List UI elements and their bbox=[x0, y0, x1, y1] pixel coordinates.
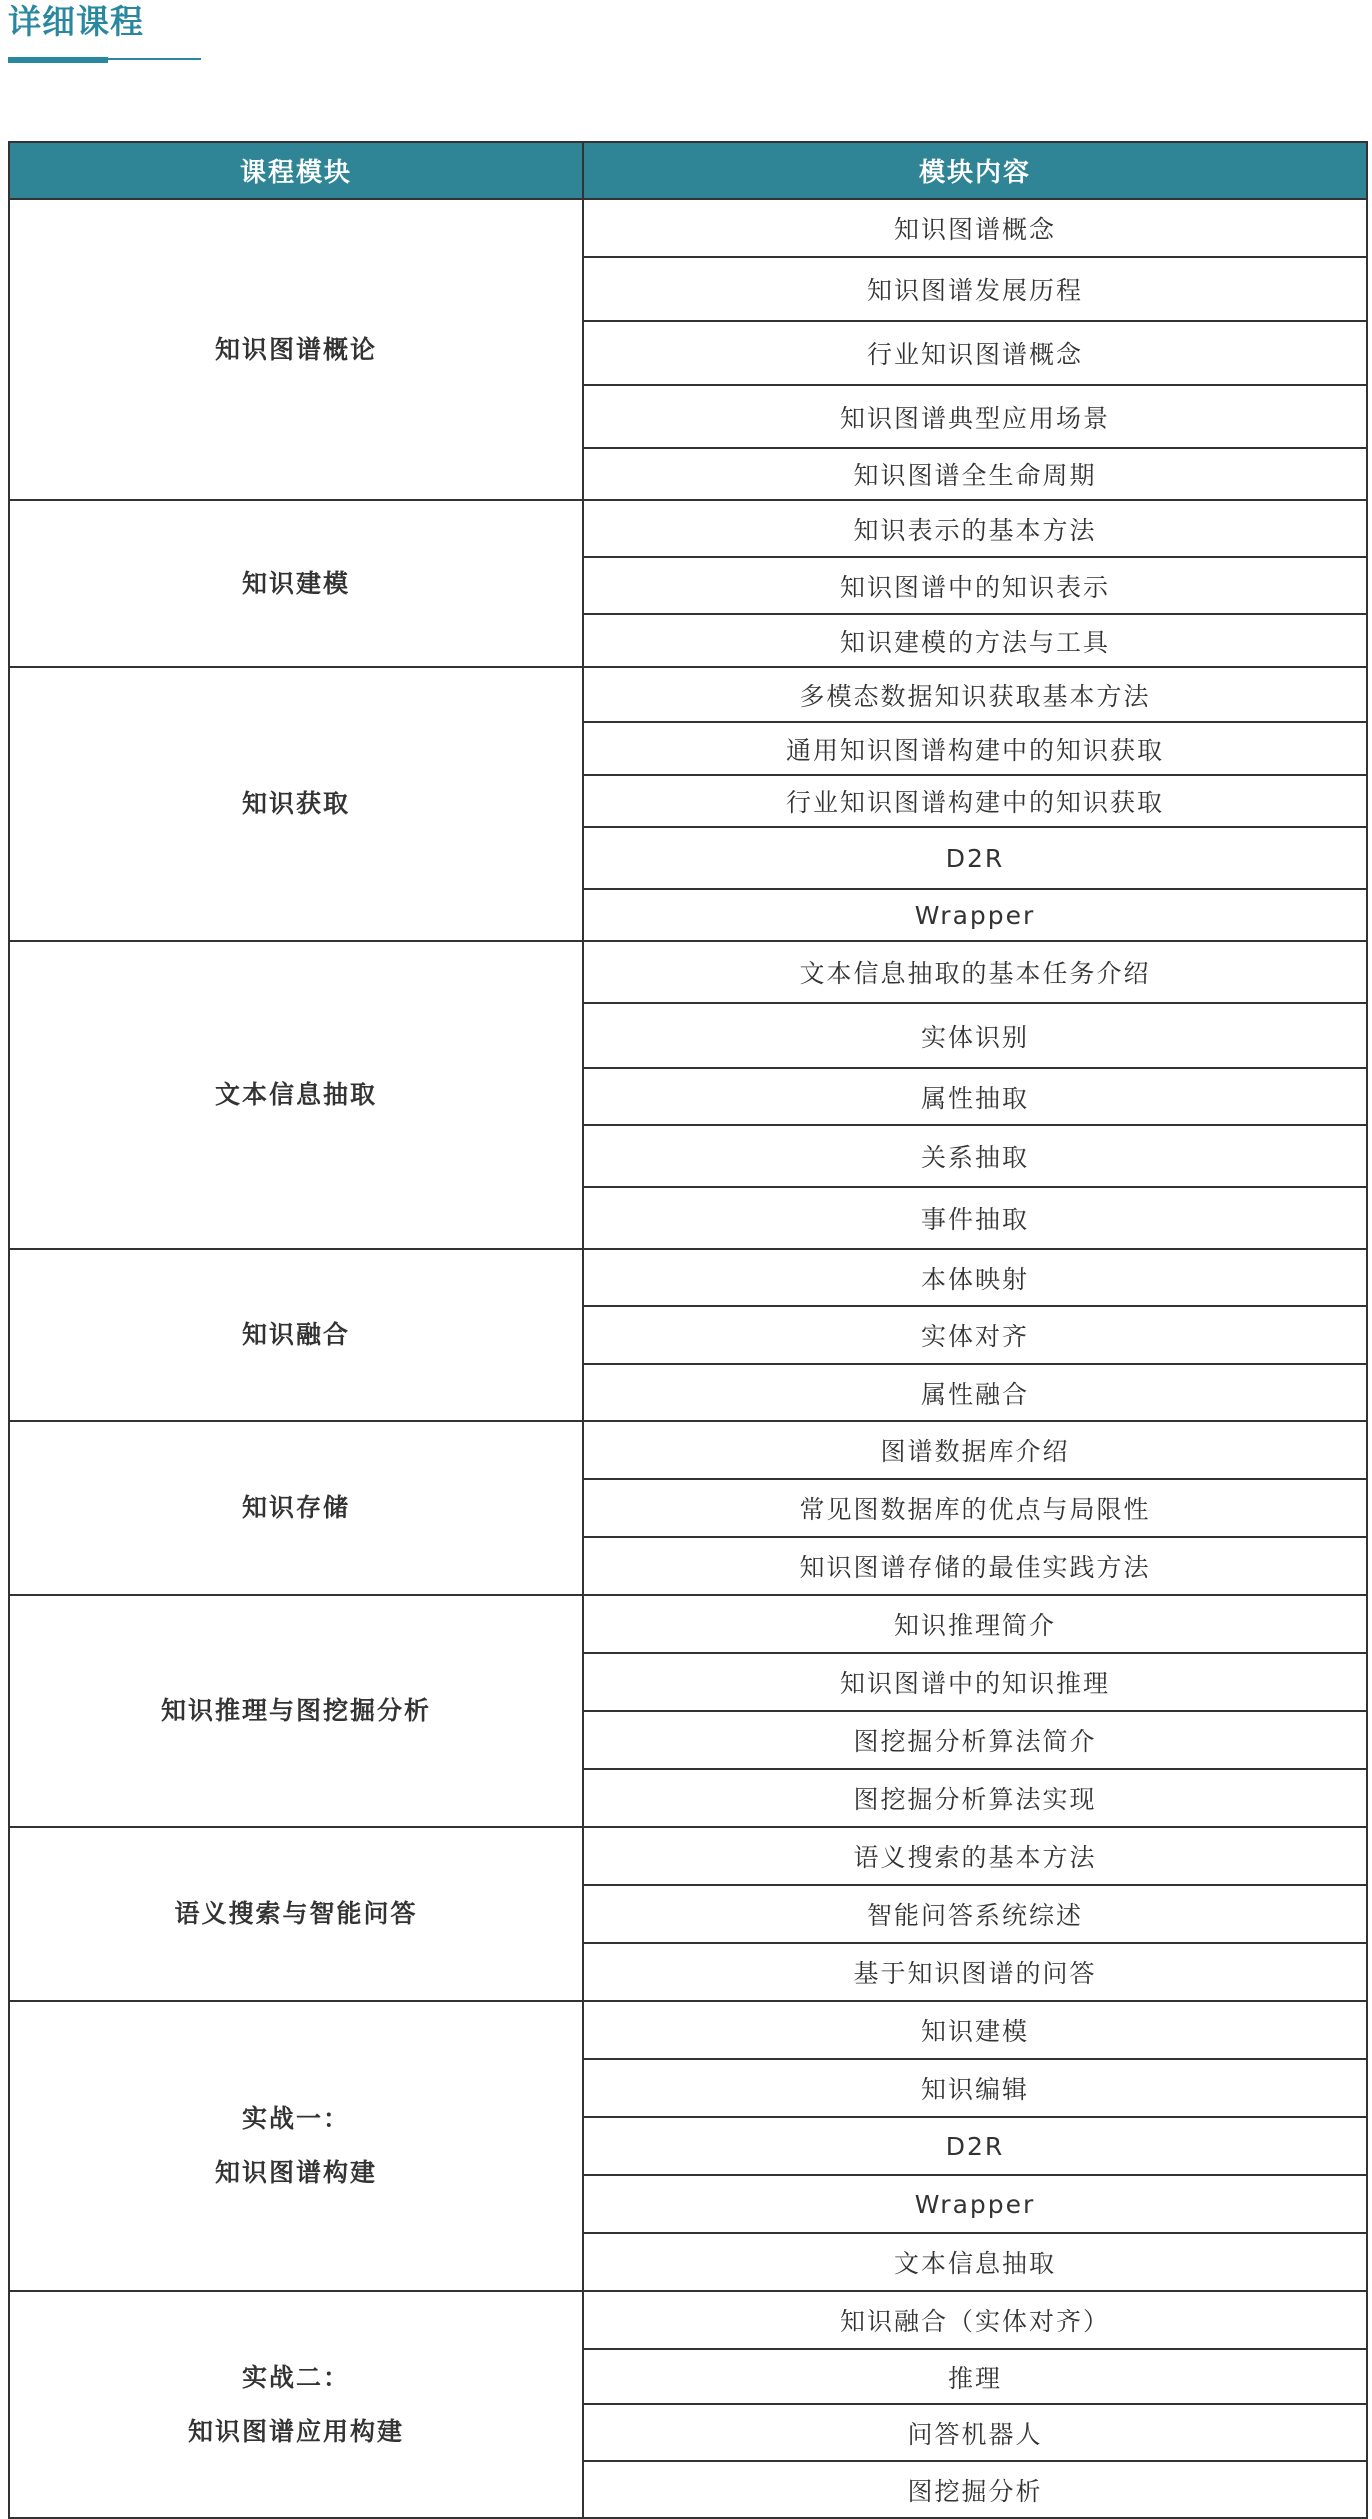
module-content-item: Wrapper bbox=[583, 889, 1367, 941]
table-body bbox=[9, 199, 1367, 2518]
module-name-line: 知识建模 bbox=[241, 568, 350, 598]
module-content-item: 事件抽取 bbox=[583, 1187, 1367, 1249]
module-name-cell bbox=[9, 1249, 583, 1421]
module-name-line: 语义搜索与智能问答 bbox=[174, 1899, 418, 1928]
module-content-item: 多模态数据知识获取基本方法 bbox=[583, 667, 1367, 722]
module-content-item: 属性抽取 bbox=[583, 1068, 1367, 1125]
module-content-item: 知识图谱中的知识表示 bbox=[583, 557, 1367, 614]
table-row bbox=[9, 1249, 1367, 1306]
module-name-cell bbox=[9, 941, 583, 1249]
module-content-item: 知识融合（实体对齐） bbox=[583, 2291, 1367, 2349]
module-name-cell bbox=[9, 2001, 583, 2291]
module-content-item: 知识建模 bbox=[583, 2001, 1367, 2059]
module-name-line: 知识图谱应用构建 bbox=[187, 2416, 404, 2446]
module-content-item: 图挖掘分析算法简介 bbox=[583, 1711, 1367, 1769]
module-name-cell bbox=[9, 2291, 583, 2518]
module-content-item: 文本信息抽取 bbox=[583, 2233, 1367, 2291]
module-content-item: 行业知识图谱构建中的知识获取 bbox=[583, 775, 1367, 827]
module-name-line: 知识获取 bbox=[241, 789, 350, 818]
module-content-item: 图挖掘分析算法实现 bbox=[583, 1769, 1367, 1827]
module-content-item: 实体识别 bbox=[583, 1003, 1367, 1068]
module-content-item: 知识图谱全生命周期 bbox=[583, 448, 1367, 500]
module-content-item: 知识推理简介 bbox=[583, 1595, 1367, 1653]
table-row bbox=[9, 2001, 1367, 2059]
module-name-line: 知识推理与图挖掘分析 bbox=[160, 1696, 431, 1725]
table-row bbox=[9, 1827, 1367, 1885]
title-underline-accent bbox=[8, 57, 108, 63]
module-name-cell bbox=[9, 667, 583, 941]
table-row bbox=[9, 1595, 1367, 1653]
table-row bbox=[9, 199, 1367, 257]
module-name-line: 实战二： bbox=[241, 2362, 350, 2392]
module-content-item: Wrapper bbox=[583, 2175, 1367, 2233]
module-content-item: 属性融合 bbox=[583, 1364, 1367, 1421]
table-row bbox=[9, 500, 1367, 557]
module-content-item: 基于知识图谱的问答 bbox=[583, 1943, 1367, 2001]
module-name-line: 文本信息抽取 bbox=[214, 1080, 377, 1109]
module-name-cell bbox=[9, 1827, 583, 2001]
module-name-line: 知识图谱构建 bbox=[214, 2158, 377, 2187]
module-content-item: 推理 bbox=[583, 2349, 1367, 2404]
module-content-item: 实体对齐 bbox=[583, 1306, 1367, 1364]
module-name-line: 知识融合 bbox=[241, 1320, 350, 1349]
module-content-item: 知识图谱概念 bbox=[583, 199, 1367, 257]
course-table bbox=[8, 141, 1368, 2519]
table-row bbox=[9, 667, 1367, 722]
module-name-cell bbox=[9, 500, 583, 667]
module-content-item: 智能问答系统综述 bbox=[583, 1885, 1367, 1943]
module-name-line: 知识图谱概论 bbox=[214, 334, 377, 364]
module-content-item: 本体映射 bbox=[583, 1249, 1367, 1306]
module-content-item: D2R bbox=[583, 2117, 1367, 2175]
module-content-item: 问答机器人 bbox=[583, 2404, 1367, 2461]
module-content-item: 语义搜索的基本方法 bbox=[583, 1827, 1367, 1885]
module-content-item: 文本信息抽取的基本任务介绍 bbox=[583, 941, 1367, 1003]
module-content-item: 知识图谱发展历程 bbox=[583, 257, 1367, 321]
module-name-cell bbox=[9, 1421, 583, 1595]
module-name-line: 实战一： bbox=[241, 2104, 350, 2133]
module-content-item: 通用知识图谱构建中的知识获取 bbox=[583, 722, 1367, 775]
module-content-item: 知识表示的基本方法 bbox=[583, 500, 1367, 557]
module-content-item: 知识图谱存储的最佳实践方法 bbox=[583, 1537, 1367, 1595]
module-content-item: 知识图谱中的知识推理 bbox=[583, 1653, 1367, 1711]
module-name-cell bbox=[9, 199, 583, 500]
header-content: 模块内容 bbox=[583, 142, 1367, 199]
module-content-item: 图谱数据库介绍 bbox=[583, 1421, 1367, 1479]
module-content-item: D2R bbox=[583, 827, 1367, 889]
table-row bbox=[9, 1421, 1367, 1479]
table-row bbox=[9, 941, 1367, 1003]
table-header-row bbox=[9, 142, 1367, 199]
table-row bbox=[9, 2291, 1367, 2349]
module-content-item: 知识建模的方法与工具 bbox=[583, 614, 1367, 667]
module-content-item: 图挖掘分析 bbox=[583, 2461, 1367, 2518]
module-content-item: 常见图数据库的优点与局限性 bbox=[583, 1479, 1367, 1537]
module-name-line: 知识存储 bbox=[241, 1493, 350, 1522]
module-content-item: 知识图谱典型应用场景 bbox=[583, 385, 1367, 448]
header-module: 课程模块 bbox=[9, 142, 583, 199]
page-title: 详细课程 bbox=[8, 2, 144, 41]
module-name-cell bbox=[9, 1595, 583, 1827]
module-content-item: 行业知识图谱概念 bbox=[583, 321, 1367, 385]
module-content-item: 知识编辑 bbox=[583, 2059, 1367, 2117]
module-content-item: 关系抽取 bbox=[583, 1125, 1367, 1187]
